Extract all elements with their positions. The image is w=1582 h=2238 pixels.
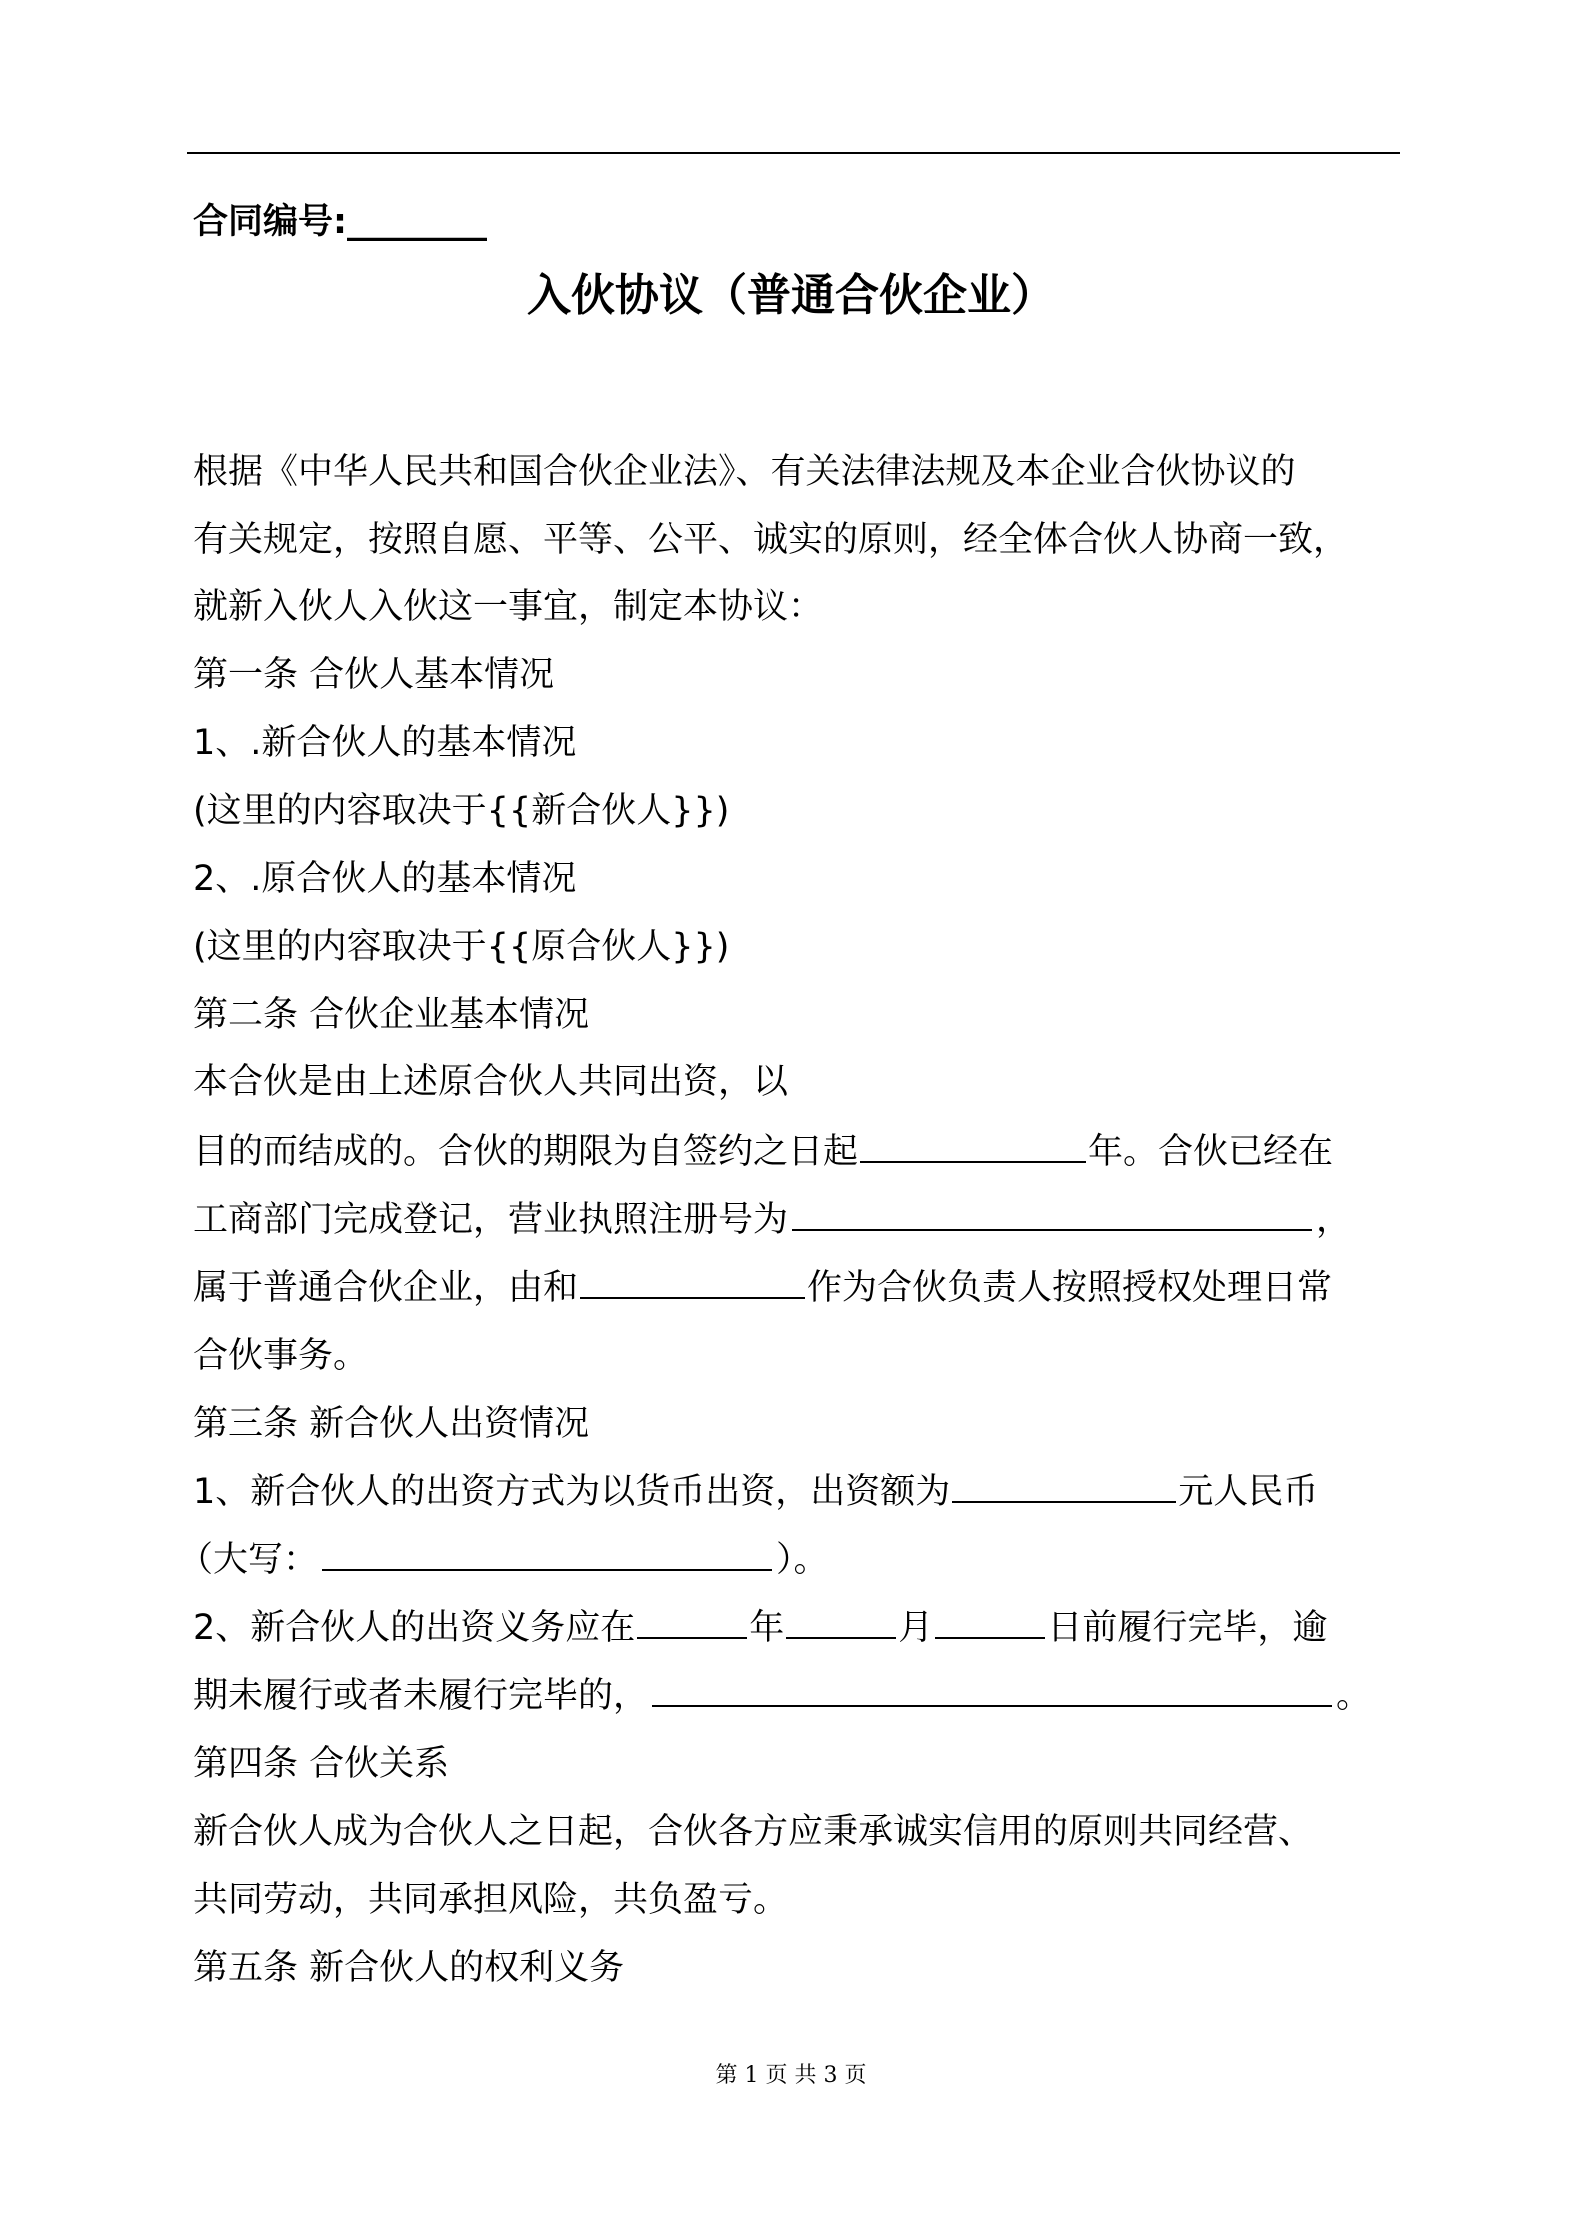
- uppercase-amount-close: ）。: [776, 1540, 829, 1580]
- article-1-item-2: 2、.原合伙人的基本情况: [193, 859, 577, 899]
- article-2-paragraph-3: [193, 1198, 1351, 1242]
- contribution-currency: 元人民币: [1178, 1472, 1319, 1512]
- article-2-representative-text: 属于普通合伙企业，由和: [193, 1268, 579, 1308]
- article-4-title: 第四条 合伙关系: [193, 1744, 450, 1784]
- article-3-item-2: [193, 1606, 1327, 1650]
- article-2-paragraph-1: 本合伙是由上述原合伙人共同出资，以: [193, 1062, 789, 1102]
- article-1-item-2-note: (这里的内容取决于{{原合伙人}}): [193, 927, 730, 967]
- article-2-license-suffix: ，: [1316, 1200, 1352, 1240]
- deadline-year-blank[interactable]: [637, 1607, 747, 1639]
- article-4-paragraph-1: 新合伙人成为合伙人之日起，合伙各方应秉承诚实信用的原则共同经营、: [193, 1812, 1314, 1852]
- overdue-text: 期未履行或者未履行完毕的，: [193, 1676, 649, 1716]
- license-number-blank[interactable]: [792, 1199, 1312, 1231]
- article-2-representative-suffix: 作为合伙负责人按照授权处理日常: [807, 1268, 1333, 1308]
- contract-number-label: 合同编号:________: [193, 202, 487, 242]
- contribution-amount-text: 1、新合伙人的出资方式为以货币出资，出资额为: [193, 1472, 951, 1512]
- deadline-month-blank[interactable]: [786, 1607, 896, 1639]
- intro-line-3: 就新入伙人入伙这一事宜，制定本协议：: [193, 587, 824, 627]
- article-2-license-text: 工商部门完成登记，营业执照注册号为: [193, 1200, 789, 1240]
- deadline-month-label: 月: [898, 1608, 934, 1648]
- article-4-paragraph-2: 共同劳动，共同承担风险，共负盈亏。: [193, 1880, 789, 1920]
- article-3-title: 第三条 新合伙人出资情况: [193, 1404, 590, 1444]
- intro-line-1: 根据《中华人民共和国合伙企业法》、有关法律法规及本企业合伙协议的: [193, 452, 1296, 492]
- document-title: 入伙协议（普通合伙企业）: [527, 270, 1055, 321]
- article-2-term-text: 目的而结成的。合伙的期限为自签约之日起: [193, 1132, 859, 1172]
- contribution-amount-blank[interactable]: [952, 1471, 1176, 1503]
- deadline-day-blank[interactable]: [935, 1607, 1045, 1639]
- article-2-paragraph-4: [193, 1266, 1332, 1310]
- page-indicator: 第 1 页 共 3 页: [715, 2063, 867, 2088]
- uppercase-amount-blank[interactable]: [322, 1539, 772, 1571]
- intro-line-2: 有关规定，按照自愿、平等、公平、诚实的原则，经全体合伙人协商一致，: [193, 520, 1349, 560]
- article-1-item-1: 1、.新合伙人的基本情况: [193, 723, 577, 763]
- article-1-title: 第一条 合伙人基本情况: [193, 655, 555, 695]
- deadline-year-label: 年: [749, 1608, 785, 1648]
- term-years-blank[interactable]: [860, 1131, 1086, 1163]
- article-2-paragraph-2: [193, 1130, 1333, 1174]
- overdue-consequence-blank[interactable]: [652, 1675, 1332, 1707]
- article-2-paragraph-5: 合伙事务。: [193, 1336, 369, 1376]
- article-2-title: 第二条 合伙企业基本情况: [193, 995, 590, 1035]
- article-2-term-suffix: 年。合伙已经在: [1088, 1132, 1334, 1172]
- representative-blank[interactable]: [580, 1267, 805, 1299]
- deadline-text: 2、新合伙人的出资义务应在: [193, 1608, 636, 1648]
- overdue-period: 。: [1336, 1676, 1372, 1716]
- article-3-item-1-uppercase: [178, 1538, 829, 1582]
- uppercase-amount-label: （大写：: [178, 1540, 319, 1580]
- article-5-title: 第五条 新合伙人的权利义务: [193, 1948, 625, 1988]
- header-rule: [187, 152, 1400, 154]
- article-3-item-2-overdue: [193, 1674, 1371, 1718]
- article-1-item-1-note: (这里的内容取决于{{新合伙人}}): [193, 791, 730, 831]
- deadline-suffix: 日前履行完毕，逾: [1047, 1608, 1328, 1648]
- article-3-item-1: [193, 1470, 1318, 1514]
